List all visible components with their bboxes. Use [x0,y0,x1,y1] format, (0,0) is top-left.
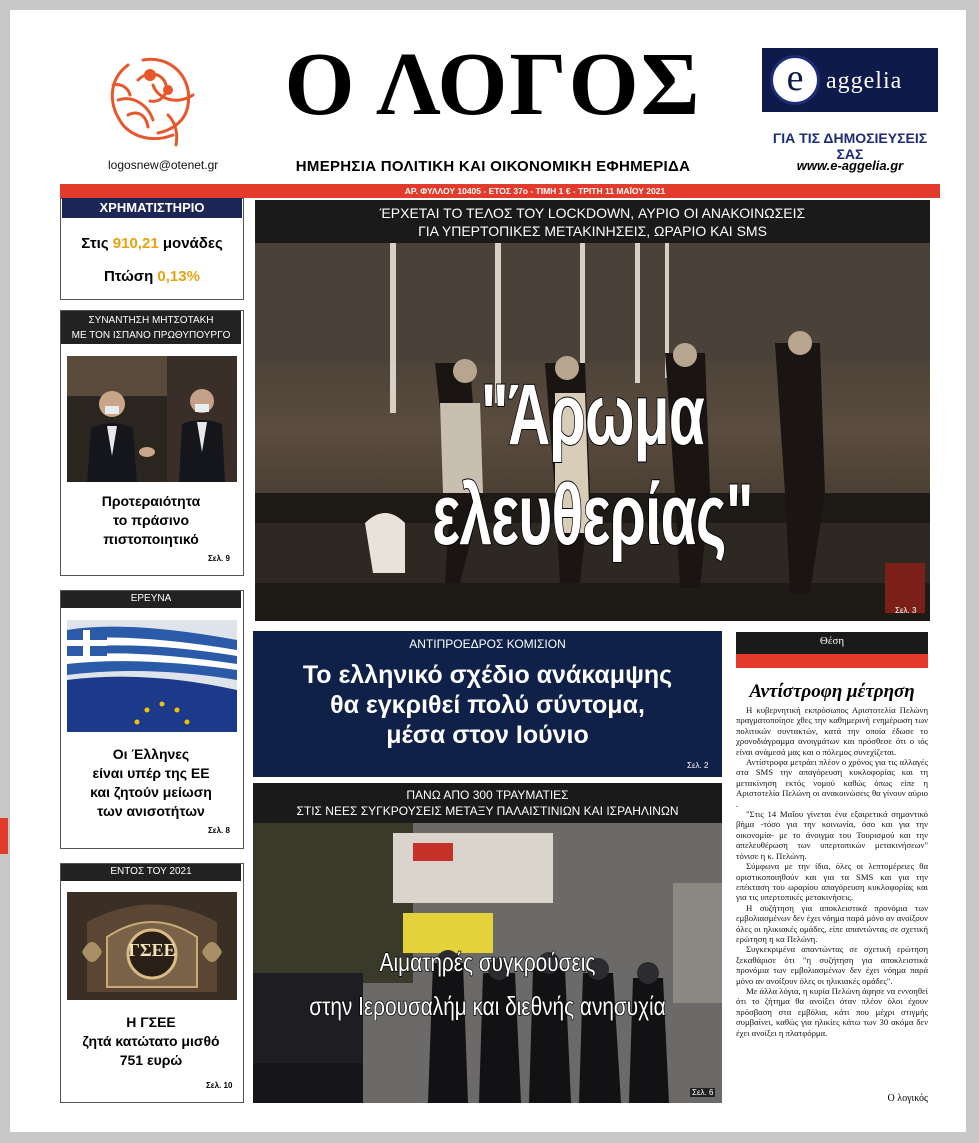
conflict-title [300,940,675,1028]
eaggelia-logo-icon: e [770,55,820,105]
side2-heading: ΕΡΕΥΝΑ [61,591,241,608]
hero-title: "Άρωμα ελευθερίας" [432,367,753,563]
stock-change-line [62,268,242,285]
eaggelia-tagline: ΓΙΑ ΤΙΣ ΔΗΜΟΣΙΕΥΣΕΙΣ ΣΑΣ [772,130,928,162]
commission-title [253,660,722,750]
commission-heading: ΑΝΤΙΠΡΟΕΔΡΟΣ ΚΟΜΙΣΙΟΝ [409,637,566,651]
side3-caption-line3: 751 ευρώ [119,1052,183,1068]
conflict-heading-line2: ΣΤΙΣ ΝΕΕΣ ΣΥΓΚΡΟΥΣΕΙΣ ΜΕΤΑΞΥ ΠΑΛΑΙΣΤΙΝΙΩΝ ΚΑΙ ΙΣΡΑΗΛΙΝΩΝ [296,804,679,818]
side2-caption-line3: και ζητούν μείωση [90,784,212,800]
side-story-meeting-heading [61,311,241,344]
opinion-label: Θέση [736,632,928,654]
flags-photo [67,620,237,732]
opinion-paragraph: "Στις 14 Μαΐου γίνεται ένα εξαιρετικά σημαντικό βήμα -τόσο για την κοινωνία, όσο και για την οικονομία- με το άνοιγμα του Τουρισμού και την απελευθέρωση των υπερτοπικών μετακινήσεων" τόνισε η κ. Πελώνη. [736,809,928,861]
gsee-emblem-text: ΓΣΕΕ [128,940,176,960]
side1-caption-line2: το πράσινο [112,512,190,528]
newspaper-page [10,10,966,1132]
stock-heading: ΧΡΗΜΑΤΙΣΤΗΡΙΟ [62,198,242,218]
opinion-paragraph: Αντίστροφα μετράει πλέον ο χρόνος για τις αλλαγές στα SMS την απαγόρευση κυκλοφορίας και τη μετακίνηση εκτός νομού καθώς όπως είπε η Αριστοτελία Πελώνη οι ανακοινώσεις θα γίνουν αύριο . [736,757,928,809]
hero-banner [255,200,930,243]
stock-line2-pre: Πτώση [104,268,158,285]
side2-caption-line2: είναι υπέρ της ΕΕ [92,765,210,781]
side3-caption [61,1013,241,1070]
conflict-heading-line1: ΠΑΝΩ ΑΠΟ 300 ΤΡΑΥΜΑΤΙΕΣ [406,788,569,802]
stock-index-line [62,235,242,252]
opinion-paragraph: Σύμφωνα με την ίδια, όλες οι λεπτομέρειες θα οριστικοποιηθούν και για τα SMS και για την επέκταση του ωραρίου απαγόρευση κυκλοφορίας και για τις υπερτοπικές μετακινήσεις. [736,861,928,903]
opinion-title: Αντίστροφη μέτρηση [749,681,915,702]
opinion-paragraph: Η κυβερνητική εκπρόσωπος Αριστοτελία Πελώνη πραγματοποίησε χθες την καθημερινή ενημέρωση των πολιτικών συντακτών, κατά την οποία έδωσε το χρονοδιάγραμμα ανοιγμάτων και πρόσθεσε ότι ο ιός είναι ανάμεσά μας και ο πόλεμος συνεχίζεται. [736,705,928,757]
side2-caption [61,745,241,821]
hero-banner-line1: ΈΡΧΕΤΑΙ ΤΟ ΤΕΛΟΣ ΤΟΥ LOCKDOWN, ΑΥΡΙΟ ΟΙ ΑΝΑΚΟΙΝΩΣΕΙΣ [379,205,806,221]
stock-line1-post: μονάδες [158,235,223,252]
opinion-signature: Ο λογικός [887,1093,928,1104]
opinion-paragraph: Η συζήτηση για αποκλειστικά προνόμια των εμβολιασμένων δεν έχει νόημα παρά μόνο αν ανοίξουν όλες οι ηλικιακές ομάδες, είπε απαντώντας σε σχετική ερώτηση η κα Πελώνη. [736,902,928,944]
side3-heading: ΕΝΤΟΣ ΤΟΥ 2021 [61,864,241,881]
eaggelia-brand: aggelia [826,68,903,94]
hero-banner-line2: ΓΙΑ ΥΠΕΡΤΟΠΙΚΕΣ ΜΕΤΑΚΙΝΗΣΕΙΣ, ΩΡΑΡΙΟ ΚΑΙ SMS [418,223,767,239]
opinion-paragraph: Συγκεκριμένα απαντώντας σε σχετική ερώτηση ξεκαθάρισε ότι "η συζήτηση για αποκλειστικά προνόμια των εμβολιασμένων δεν έχει νόημα παρά μόνο αν ανοίξουν όλες οι ηλικιακές ομάδες". [736,944,928,986]
side1-heading-line2: ΜΕ ΤΟΝ ΙΣΠΑΝΟ ΠΡΩΘΥΠΟΥΡΓΟ [71,330,231,341]
opinion-body [736,705,928,1038]
commission-title-line1: Το ελληνικό σχέδιο ανάκαμψης [302,661,673,689]
stock-line1-pre: Στις [81,235,113,252]
commission-page-ref: Σελ. 2 [687,761,709,770]
logos-emblem-icon [98,45,208,155]
side3-caption-line1: Η ΓΣΕΕ [126,1014,176,1030]
commission-title-line3: μέσα στον Ιούνιο [386,721,589,749]
side3-caption-line2: ζητά κατώτατο μισθό [82,1033,220,1049]
side1-caption [61,492,241,549]
side2-caption-line1: Οι Έλληνες [112,746,190,762]
eaggelia-url[interactable]: www.e-aggelia.gr [796,158,904,173]
opinion-paragraph: Με άλλα λόγια, η κυρία Πελώνη άφησε να εννοηθεί ότι το ζήτημα θα ανοίξει όταν πλέον όλοι έχουν πρόσβαση στα εμβόλια, κάτι που μέχρι στιγμής συμβαίνει, καθώς για ηλικίες κάτω των 30 ακόμα δεν έχει ανοίξει η πλατφόρμα. [736,985,928,1038]
leaders-meeting-photo [67,356,237,482]
contact-email[interactable]: logosnew@otenet.gr [108,158,219,172]
side1-page-ref: Σελ. 9 [208,554,230,563]
hero-title-wrap [255,365,930,563]
issue-line: ΑΡ. ΦΥΛΛΟΥ 10405 - ΕΤΟΣ 37ο - ΤΙΜΗ 1 € - ΤΡΙΤΗ 11 ΜΑΪΟΥ 2021 [404,186,666,196]
side2-page-ref: Σελ. 8 [208,826,230,835]
stock-change-value: 0,13% [157,268,200,285]
conflict-heading [253,783,722,823]
conflict-title-line1: Αιματηρές συγκρούσεις [379,947,596,977]
commission-title-line2: θα εγκριθεί πολύ σύντομα, [330,691,645,719]
conflict-title-line2: στην Ιερουσαλήμ και διεθνής ανησυχία [309,991,666,1021]
masthead-title: Ο ΛΟΓΟΣ [284,35,702,134]
side3-page-ref: Σελ. 10 [206,1081,233,1090]
conflict-page-ref: Σελ. 6 [692,1088,714,1097]
hero-page-ref: Σελ. 3 [895,606,917,615]
opinion-red-bar [736,654,928,668]
side1-caption-line1: Προτεραιότητα [101,493,201,509]
masthead-subtitle: ΗΜΕΡΗΣΙΑ ΠΟΛΙΤΙΚΗ ΚΑΙ ΟΙΚΟΝΟΜΙΚΗ ΕΦΗΜΕΡΙΔΑ [295,158,691,175]
stock-index-value: 910,21 [112,235,159,252]
side2-caption-line4: των ανισοτήτων [97,803,205,819]
page-edge-marker [0,818,8,854]
side1-heading-line1: ΣΥΝΑΝΤΗΣΗ ΜΗΤΣΟΤΑΚΗ [88,315,214,326]
side1-caption-line3: πιστοποιητικό [103,531,199,547]
